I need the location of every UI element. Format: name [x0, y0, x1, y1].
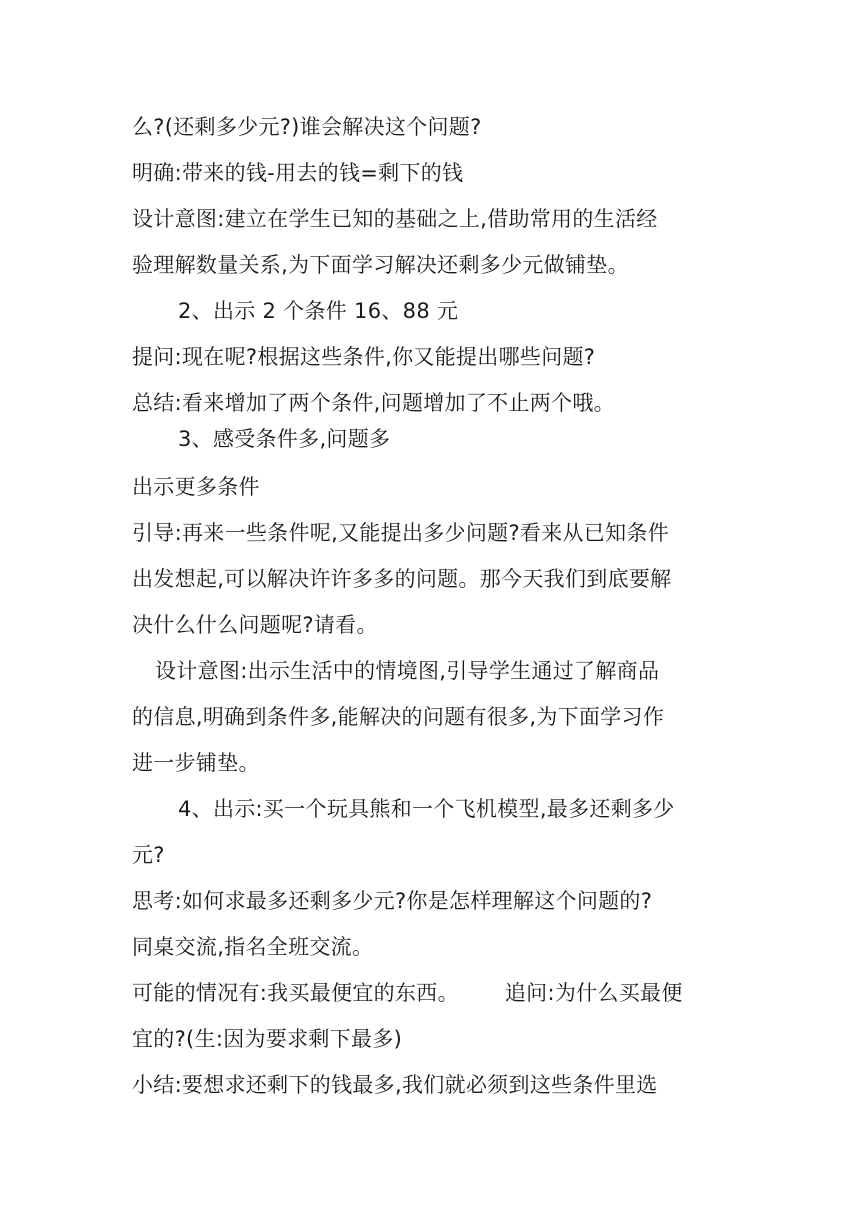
- text-line: 思考:如何求最多还剩多少元?你是怎样理解这个问题的?: [132, 889, 653, 913]
- text-line: 元?: [132, 843, 165, 867]
- text-line: 小结:要想求还剩下的钱最多,我们就必须到这些条件里选: [132, 1073, 658, 1097]
- text-segment: 追问:为什么买最便: [504, 981, 683, 1005]
- text-segment: 可能的情况有:我买最便宜的东西。: [132, 981, 459, 1005]
- text-line: 的信息,明确到条件多,能解决的问题有很多,为下面学习作: [132, 705, 665, 729]
- text-line: 进一步铺垫。: [132, 751, 260, 775]
- text-line: 宜的?(生:因为要求剩下最多): [132, 1027, 403, 1051]
- text-line: 决什么什么问题呢?请看。: [132, 613, 378, 637]
- section-heading: 2、出示 2 个条件 16、88 元: [178, 299, 459, 323]
- section-heading: 4、出示:买一个玩具熊和一个飞机模型,最多还剩多少: [178, 797, 675, 821]
- text-line: 出示更多条件: [132, 475, 260, 499]
- text-line: 提问:现在呢?根据这些条件,你又能提出哪些问题?: [132, 345, 596, 369]
- section-heading: 3、感受条件多,问题多: [178, 427, 391, 451]
- text-line: 同桌交流,指名全班交流。: [132, 935, 374, 959]
- text-line: 设计意图:出示生活中的情境图,引导学生通过了解商品: [155, 659, 660, 683]
- text-line: [132, 970, 732, 1016]
- text-line: 总结:看来增加了两个条件,问题增加了不止两个哦。: [132, 391, 615, 415]
- text-line: 引导:再来一些条件呢,又能提出多少问题?看来从已知条件: [132, 521, 669, 545]
- text-line: 出发想起,可以解决许许多多的问题。那今天我们到底要解: [132, 567, 672, 591]
- text-line: 么?(还剩多少元?)谁会解决这个问题?: [132, 115, 482, 139]
- text-line: 验理解数量关系,为下面学习解决还剩多少元做铺垫。: [132, 253, 629, 277]
- text-line: 设计意图:建立在学生已知的基础之上,借助常用的生活经: [132, 207, 658, 231]
- text-line: 明确:带来的钱-用去的钱=剩下的钱: [132, 161, 464, 185]
